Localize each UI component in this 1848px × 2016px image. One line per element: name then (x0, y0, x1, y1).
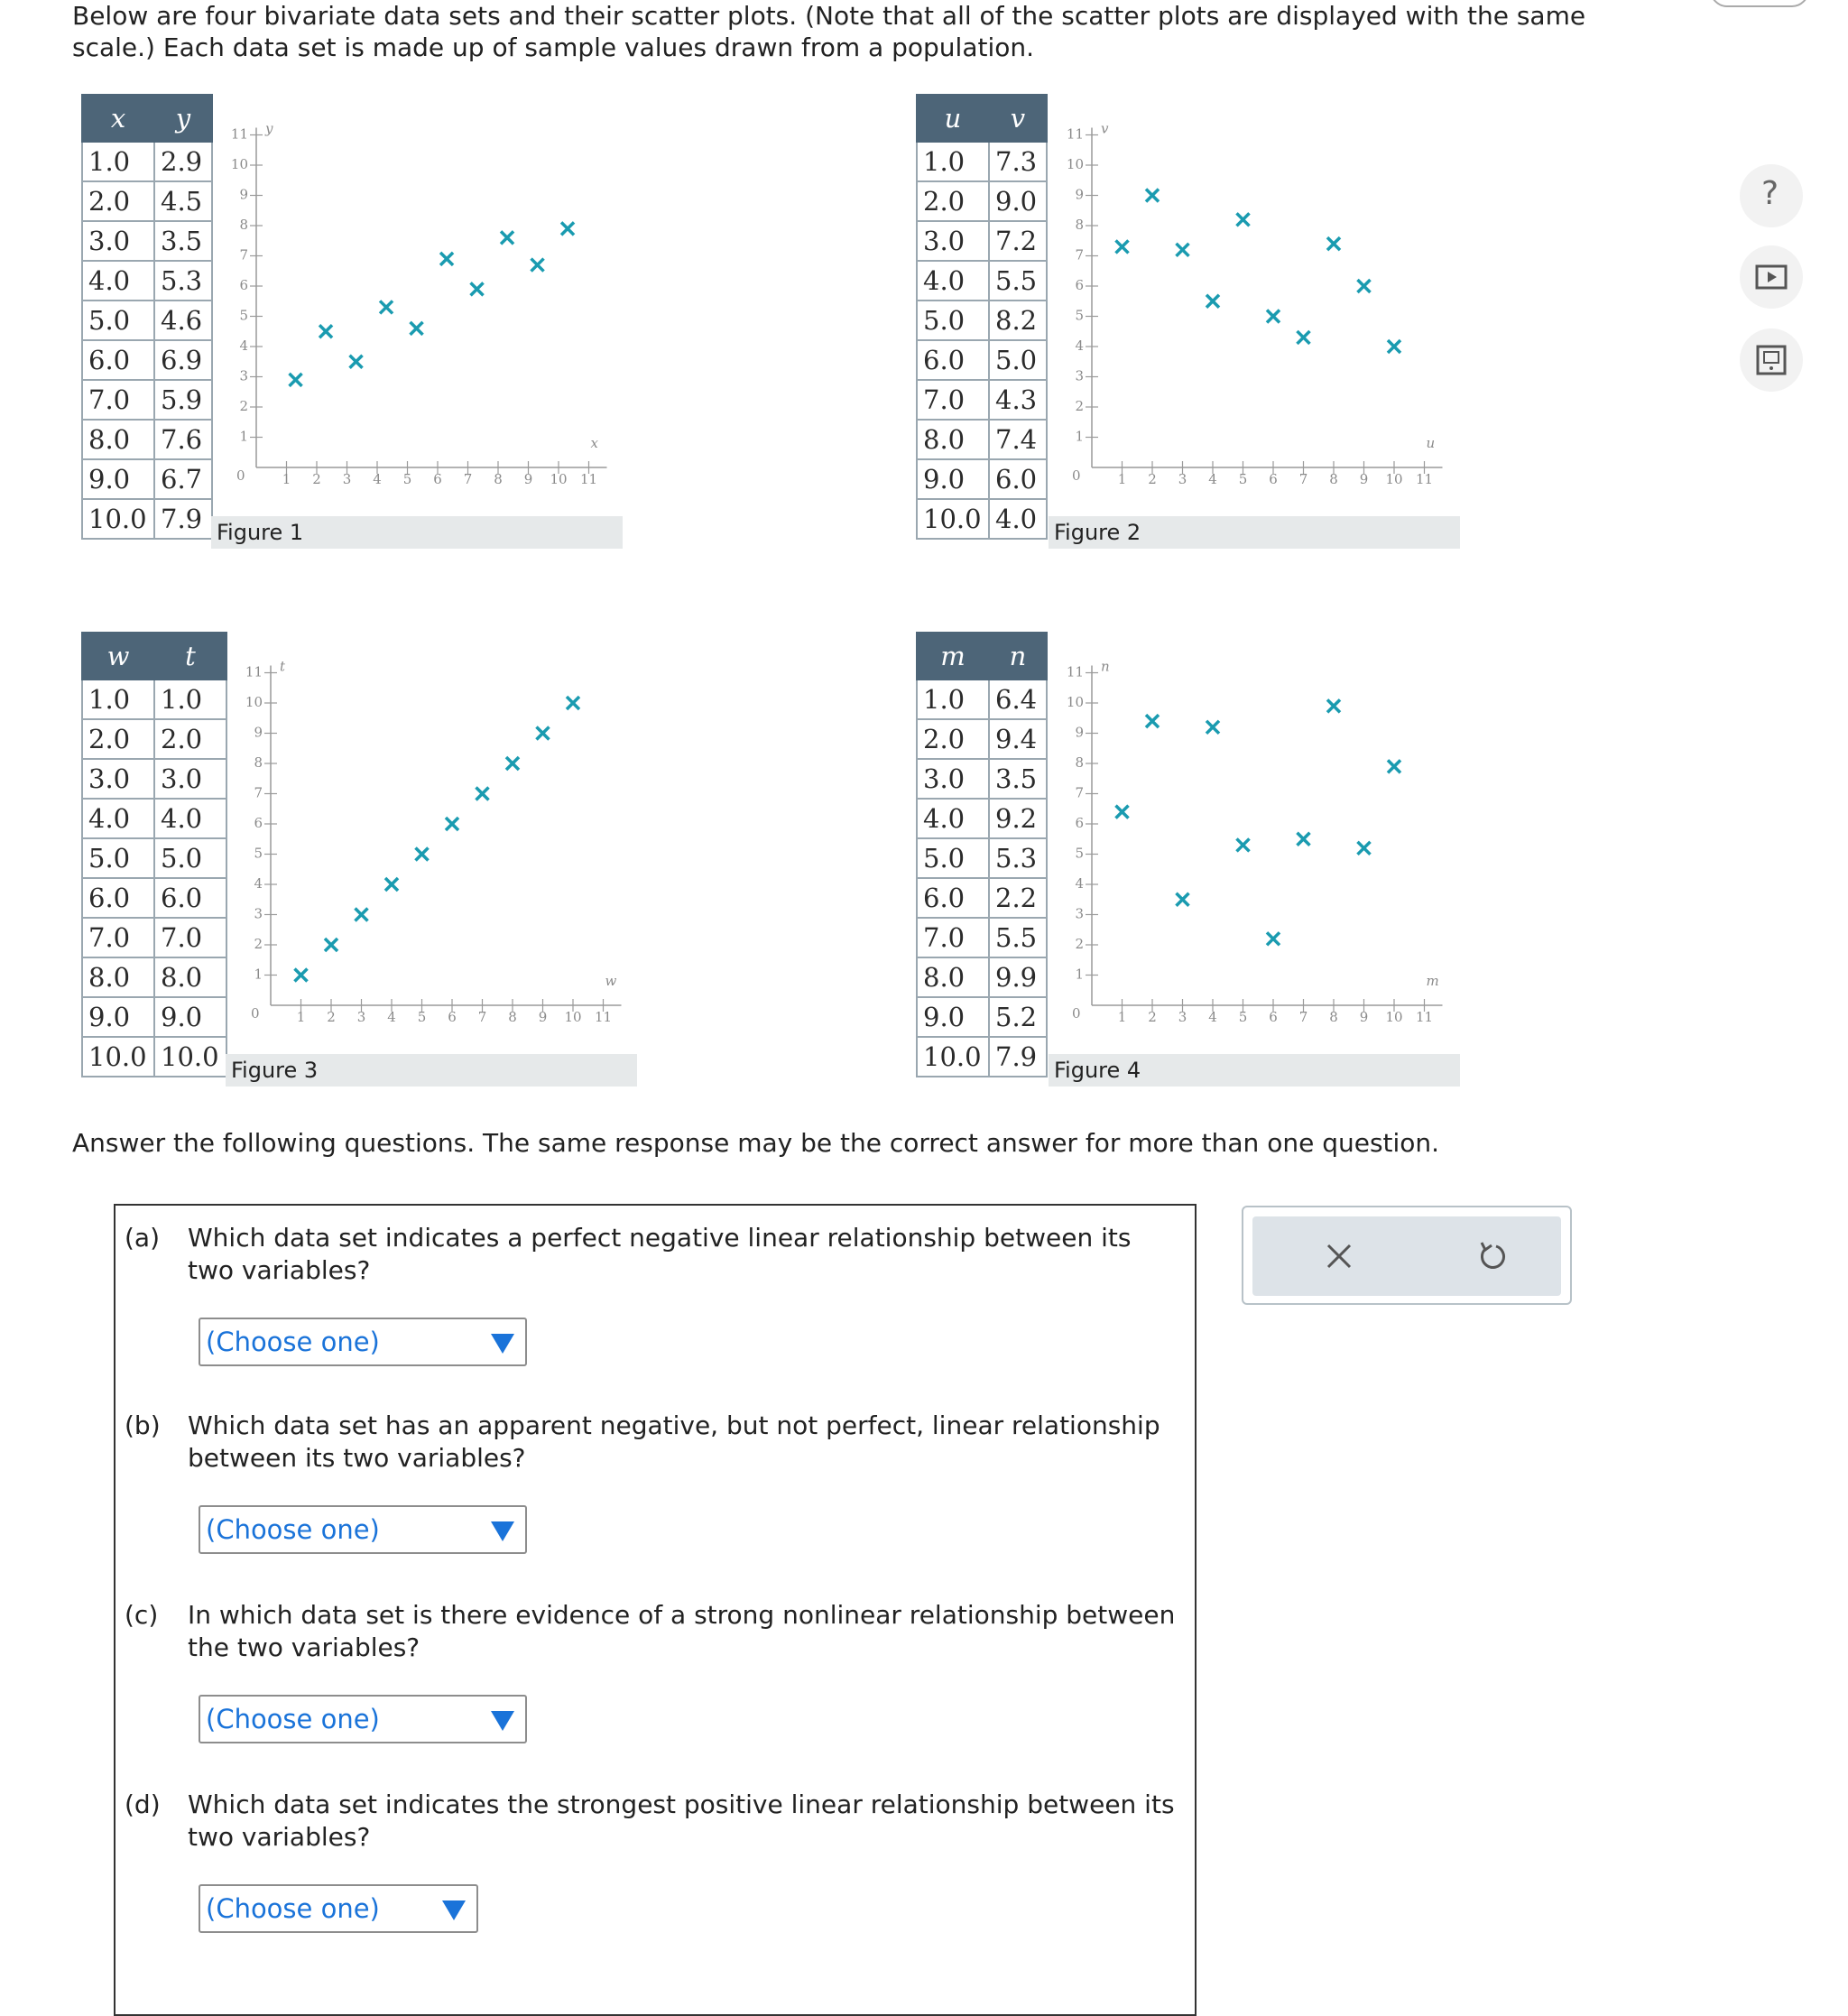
y-tick-label: 9 (1075, 186, 1084, 203)
x-tick-label: 3 (1178, 471, 1187, 487)
table-cell: 4.0 (917, 799, 989, 838)
x-axis-label: w (605, 973, 617, 989)
answer-instructions: Answer the following questions. The same response may be the correct answer for more than one question. (72, 1128, 1440, 1158)
table-cell: 4.0 (82, 799, 154, 838)
x-tick-label: 3 (1178, 1009, 1187, 1025)
y-tick-label: 10 (245, 694, 263, 710)
data-point (1388, 340, 1400, 353)
origin-label: 0 (251, 1005, 260, 1022)
table-cell: 3.0 (82, 759, 154, 799)
y-axis-label: t (280, 658, 286, 675)
figure-4-caption: Figure 4 (1049, 1054, 1460, 1087)
table-cell: 3.0 (154, 759, 226, 799)
y-tick-label: 4 (1075, 338, 1084, 354)
figure-1-caption: Figure 1 (211, 516, 623, 549)
x-tick-label: 2 (312, 471, 321, 487)
data-point (319, 325, 332, 338)
select-value: (Choose one) (206, 1327, 380, 1357)
x-axis-label: u (1426, 435, 1436, 451)
question-c (125, 1599, 1180, 1762)
table-header-x: x (82, 95, 154, 142)
y-tick-label: 10 (1066, 156, 1084, 172)
select-value: (Choose one) (206, 1514, 380, 1545)
data-point (1116, 806, 1129, 818)
table-cell: 1.0 (154, 680, 226, 719)
table-cell: 5.5 (989, 261, 1047, 301)
x-tick-label: 11 (1415, 1009, 1434, 1025)
scatter-plot-figure-4 (1049, 644, 1464, 1041)
data-point (385, 878, 398, 891)
y-tick-label: 7 (239, 246, 248, 264)
y-tick-label: 6 (1075, 815, 1084, 831)
table-cell: 5.9 (154, 380, 212, 420)
data-point (1206, 721, 1219, 734)
data-table-figure-3 (81, 632, 227, 1077)
x-tick-label: 2 (1148, 1009, 1157, 1025)
intro-text: Below are four bivariate data sets and their scatter plots. (Note that all of the scatter plots are displayed with the same scale.) Each data set is made up of sample values drawn from a population. (72, 1, 1586, 62)
table-cell: 7.0 (917, 380, 989, 420)
video-icon (1740, 245, 1803, 309)
scatter-plot-figure-1 (213, 106, 628, 504)
x-tick-label: 10 (550, 471, 568, 487)
y-tick-label: 6 (239, 277, 248, 293)
top-right-button[interactable] (1710, 0, 1809, 7)
question-text: In which data set is there evidence of a strong nonlinear relationship between the two variables? (188, 1600, 1176, 1662)
data-point (295, 969, 308, 982)
data-point (1267, 932, 1280, 945)
y-tick-label: 3 (254, 905, 263, 922)
data-point (561, 222, 574, 235)
x-tick-label: 5 (417, 1009, 427, 1025)
table-cell: 6.7 (154, 459, 212, 499)
question-a (125, 1222, 1180, 1384)
dropdown-arrow-icon (491, 1334, 514, 1354)
table-cell: 3.0 (917, 759, 989, 799)
x-tick-label: 7 (463, 471, 473, 487)
table-cell: 5.0 (917, 838, 989, 878)
data-point (1237, 838, 1250, 851)
table-cell: 9.0 (154, 997, 226, 1037)
data-point (537, 727, 550, 740)
table-cell: 5.0 (989, 340, 1047, 380)
textbook-button[interactable] (1740, 328, 1803, 392)
table-cell: 8.0 (917, 957, 989, 997)
x-tick-label: 8 (508, 1009, 517, 1025)
data-point (290, 374, 302, 386)
table-cell: 2.0 (82, 719, 154, 759)
data-point (471, 282, 484, 295)
data-point (446, 818, 458, 830)
x-tick-label: 6 (1269, 1009, 1278, 1025)
x-tick-label: 6 (1269, 471, 1278, 487)
table-header-y: y (154, 95, 212, 142)
data-point (1298, 833, 1310, 846)
y-tick-label: 9 (239, 186, 248, 203)
x-tick-label: 5 (402, 471, 412, 487)
x-tick-label: 1 (282, 471, 291, 487)
clear-button[interactable] (1316, 1233, 1363, 1280)
table-cell: 6.0 (82, 340, 154, 380)
x-tick-label: 2 (327, 1009, 336, 1025)
y-tick-label: 11 (230, 125, 248, 143)
y-tick-label: 5 (239, 307, 248, 324)
x-tick-label: 1 (1117, 471, 1127, 487)
textbook-icon (1740, 328, 1803, 392)
y-tick-label: 8 (239, 217, 248, 233)
table-cell: 6.9 (154, 340, 212, 380)
table-cell: 10.0 (82, 499, 154, 539)
x-axis-label: m (1426, 973, 1439, 989)
video-button[interactable] (1740, 245, 1803, 309)
table-cell: 3.0 (82, 221, 154, 261)
origin-label: 0 (1072, 467, 1081, 484)
table-cell: 6.4 (989, 680, 1047, 719)
table-header-n: n (989, 633, 1047, 680)
data-point (1298, 331, 1310, 344)
table-cell: 5.5 (989, 918, 1047, 957)
help-icon: ? (1761, 175, 1779, 212)
y-tick-label: 2 (239, 398, 248, 414)
table-cell: 1.0 (917, 680, 989, 719)
table-cell: 4.3 (989, 380, 1047, 420)
x-tick-label: 4 (373, 471, 382, 487)
data-point (1177, 893, 1189, 906)
data-point (1358, 842, 1371, 855)
table-cell: 9.4 (989, 719, 1047, 759)
origin-label: 0 (236, 467, 245, 484)
data-point (476, 788, 489, 800)
y-tick-label: 1 (1075, 428, 1084, 445)
table-cell: 4.0 (82, 261, 154, 301)
table-cell: 10.0 (154, 1037, 226, 1077)
table-cell: 6.0 (82, 878, 154, 918)
data-table-figure-1 (81, 94, 213, 540)
question-label: (a) (125, 1223, 161, 1253)
table-cell: 7.0 (917, 918, 989, 957)
table-cell: 4.0 (154, 799, 226, 838)
x-tick-label: 10 (1385, 1009, 1403, 1025)
y-tick-label: 6 (254, 815, 263, 831)
scatter-plot-figure-3 (227, 644, 642, 1041)
table-cell: 5.0 (82, 838, 154, 878)
answer-select-d[interactable] (199, 1884, 478, 1933)
y-tick-label: 5 (1075, 307, 1084, 324)
table-cell: 4.6 (154, 301, 212, 340)
table-cell: 5.0 (154, 838, 226, 878)
y-axis-label: v (1101, 120, 1109, 137)
x-tick-label: 4 (1208, 1009, 1217, 1025)
data-point (1146, 190, 1159, 202)
data-point (325, 939, 337, 951)
y-tick-label: 9 (254, 724, 263, 741)
data-point (416, 848, 429, 861)
question-text: Which data set indicates the strongest positive linear relationship between its two variables? (188, 1789, 1175, 1852)
y-tick-label: 2 (254, 936, 263, 952)
table-cell: 4.0 (989, 499, 1047, 539)
data-table-figure-2 (916, 94, 1048, 540)
data-point (1327, 699, 1340, 712)
table-cell: 10.0 (917, 499, 989, 539)
table-cell: 2.9 (154, 142, 212, 181)
table-header-w: w (82, 633, 154, 680)
table-cell: 9.0 (917, 459, 989, 499)
y-tick-label: 3 (1075, 905, 1084, 922)
dropdown-arrow-icon (491, 1711, 514, 1731)
question-box (114, 1204, 1197, 2016)
dropdown-arrow-icon (491, 1521, 514, 1541)
table-cell: 2.0 (82, 181, 154, 221)
data-point (350, 356, 363, 368)
x-tick-label: 9 (1359, 1009, 1369, 1025)
data-table-figure-4 (916, 632, 1048, 1077)
table-cell: 7.6 (154, 420, 212, 459)
y-tick-label: 2 (1075, 936, 1084, 952)
table-header-m: m (917, 633, 989, 680)
y-tick-label: 4 (239, 338, 248, 354)
x-tick-label: 10 (564, 1009, 582, 1025)
y-tick-label: 10 (1066, 694, 1084, 710)
x-tick-label: 3 (356, 1009, 366, 1025)
x-tick-label: 9 (1359, 471, 1369, 487)
data-point (1327, 237, 1340, 250)
table-cell: 9.0 (989, 181, 1047, 221)
y-tick-label: 1 (239, 428, 248, 445)
y-tick-label: 8 (1075, 217, 1084, 233)
table-cell: 2.0 (154, 719, 226, 759)
x-tick-label: 4 (1208, 471, 1217, 487)
x-tick-label: 6 (433, 471, 442, 487)
x-tick-label: 1 (296, 1009, 306, 1025)
data-point (1206, 295, 1219, 308)
y-tick-label: 2 (1075, 398, 1084, 414)
y-tick-label: 7 (254, 784, 263, 801)
y-tick-label: 7 (1075, 246, 1084, 264)
table-cell: 5.2 (989, 997, 1047, 1037)
table-cell: 8.2 (989, 301, 1047, 340)
data-point (1267, 310, 1280, 323)
figure-3-caption: Figure 3 (226, 1054, 637, 1087)
y-tick-label: 1 (1075, 966, 1084, 983)
y-tick-label: 4 (254, 875, 263, 892)
x-tick-label: 7 (477, 1009, 487, 1025)
table-cell: 7.9 (154, 499, 212, 539)
table-cell: 9.0 (917, 997, 989, 1037)
table-cell: 6.0 (989, 459, 1047, 499)
question-b (125, 1410, 1180, 1572)
x-tick-label: 9 (523, 471, 533, 487)
y-tick-label: 5 (254, 845, 263, 862)
table-cell: 5.0 (82, 301, 154, 340)
table-cell: 8.0 (82, 957, 154, 997)
undo-button[interactable] (1469, 1233, 1516, 1280)
data-point (567, 697, 579, 709)
data-point (411, 322, 423, 335)
table-cell: 3.5 (989, 759, 1047, 799)
question-d (125, 1789, 1180, 1951)
x-tick-label: 5 (1238, 1009, 1248, 1025)
y-tick-label: 11 (1066, 663, 1084, 680)
table-cell: 8.0 (154, 957, 226, 997)
table-cell: 9.0 (82, 997, 154, 1037)
table-cell: 8.0 (82, 420, 154, 459)
data-point (1237, 213, 1250, 226)
answer-select-a[interactable] (199, 1318, 527, 1366)
table-header-t: t (154, 633, 226, 680)
x-tick-label: 1 (1117, 1009, 1127, 1025)
figure-2-caption: Figure 2 (1049, 516, 1460, 549)
table-cell: 7.0 (82, 380, 154, 420)
x-tick-label: 8 (1329, 471, 1338, 487)
x-tick-label: 11 (1415, 471, 1434, 487)
data-point (506, 757, 519, 770)
select-value: (Choose one) (206, 1893, 380, 1924)
x-axis-label: x (590, 435, 598, 451)
y-tick-label: 3 (239, 367, 248, 384)
table-cell: 10.0 (917, 1037, 989, 1077)
data-point (1116, 240, 1129, 253)
table-header-u: u (917, 95, 989, 142)
help-button[interactable] (1740, 164, 1803, 227)
x-tick-label: 4 (387, 1009, 396, 1025)
answer-select-c[interactable] (199, 1695, 527, 1743)
dropdown-arrow-icon (442, 1900, 466, 1920)
select-value: (Choose one) (206, 1704, 380, 1734)
table-cell: 10.0 (82, 1037, 154, 1077)
table-cell: 6.0 (917, 878, 989, 918)
table-header-v: v (989, 95, 1047, 142)
answer-select-b[interactable] (199, 1505, 527, 1554)
x-tick-label: 7 (1298, 1009, 1308, 1025)
x-tick-label: 6 (448, 1009, 457, 1025)
table-cell: 7.2 (989, 221, 1047, 261)
x-tick-label: 8 (1329, 1009, 1338, 1025)
data-point (1146, 715, 1159, 727)
question-text: Which data set indicates a perfect negative linear relationship between its two variables? (188, 1223, 1132, 1285)
data-point (356, 909, 368, 921)
table-cell: 9.2 (989, 799, 1047, 838)
data-point (1358, 280, 1371, 292)
question-label: (c) (125, 1600, 159, 1630)
question-label: (d) (125, 1789, 161, 1819)
y-axis-label: n (1101, 658, 1110, 675)
data-point (1388, 760, 1400, 772)
data-point (1177, 244, 1189, 256)
action-panel (1242, 1206, 1572, 1305)
table-cell: 7.3 (989, 142, 1047, 181)
x-tick-label: 8 (494, 471, 503, 487)
x-tick-label: 11 (579, 471, 598, 487)
y-tick-label: 5 (1075, 845, 1084, 862)
scatter-plot-figure-2 (1049, 106, 1464, 504)
y-tick-label: 3 (1075, 367, 1084, 384)
table-cell: 7.9 (989, 1037, 1047, 1077)
y-tick-label: 8 (254, 754, 263, 771)
table-cell: 9.0 (82, 459, 154, 499)
data-point (380, 301, 393, 313)
y-tick-label: 11 (245, 663, 263, 680)
table-cell: 4.5 (154, 181, 212, 221)
table-cell: 2.0 (917, 719, 989, 759)
table-cell: 5.3 (154, 261, 212, 301)
table-cell: 6.0 (917, 340, 989, 380)
x-tick-label: 2 (1148, 471, 1157, 487)
table-cell: 6.0 (154, 878, 226, 918)
table-cell: 9.9 (989, 957, 1047, 997)
action-panel-inner (1252, 1216, 1561, 1296)
y-tick-label: 8 (1075, 754, 1084, 771)
x-tick-label: 11 (594, 1009, 613, 1025)
table-cell: 7.0 (154, 918, 226, 957)
y-tick-label: 7 (1075, 784, 1084, 801)
y-tick-label: 10 (230, 156, 248, 172)
origin-label: 0 (1072, 1005, 1081, 1022)
table-cell: 5.3 (989, 838, 1047, 878)
data-point (501, 231, 513, 244)
y-tick-label: 6 (1075, 277, 1084, 293)
x-tick-label: 10 (1385, 471, 1403, 487)
y-tick-label: 1 (254, 966, 263, 983)
question-label: (b) (125, 1410, 161, 1440)
x-tick-label: 3 (342, 471, 352, 487)
y-tick-label: 4 (1075, 875, 1084, 892)
data-point (531, 259, 544, 272)
undo-icon (1469, 1233, 1516, 1280)
table-cell: 3.0 (917, 221, 989, 261)
table-cell: 7.4 (989, 420, 1047, 459)
table-cell: 3.5 (154, 221, 212, 261)
table-cell: 2.2 (989, 878, 1047, 918)
y-axis-label: y (265, 120, 273, 137)
data-point (440, 253, 453, 265)
table-cell: 5.0 (917, 301, 989, 340)
table-cell: 7.0 (82, 918, 154, 957)
x-tick-label: 5 (1238, 471, 1248, 487)
table-cell: 4.0 (917, 261, 989, 301)
table-cell: 1.0 (917, 142, 989, 181)
y-tick-label: 9 (1075, 724, 1084, 741)
y-tick-label: 11 (1066, 125, 1084, 143)
table-cell: 2.0 (917, 181, 989, 221)
x-tick-label: 7 (1298, 471, 1308, 487)
close-icon (1316, 1233, 1363, 1280)
x-tick-label: 9 (538, 1009, 548, 1025)
question-text: Which data set has an apparent negative, but not perfect, linear relationship between its two variables? (188, 1410, 1160, 1473)
table-cell: 1.0 (82, 142, 154, 181)
table-cell: 1.0 (82, 680, 154, 719)
table-cell: 8.0 (917, 420, 989, 459)
